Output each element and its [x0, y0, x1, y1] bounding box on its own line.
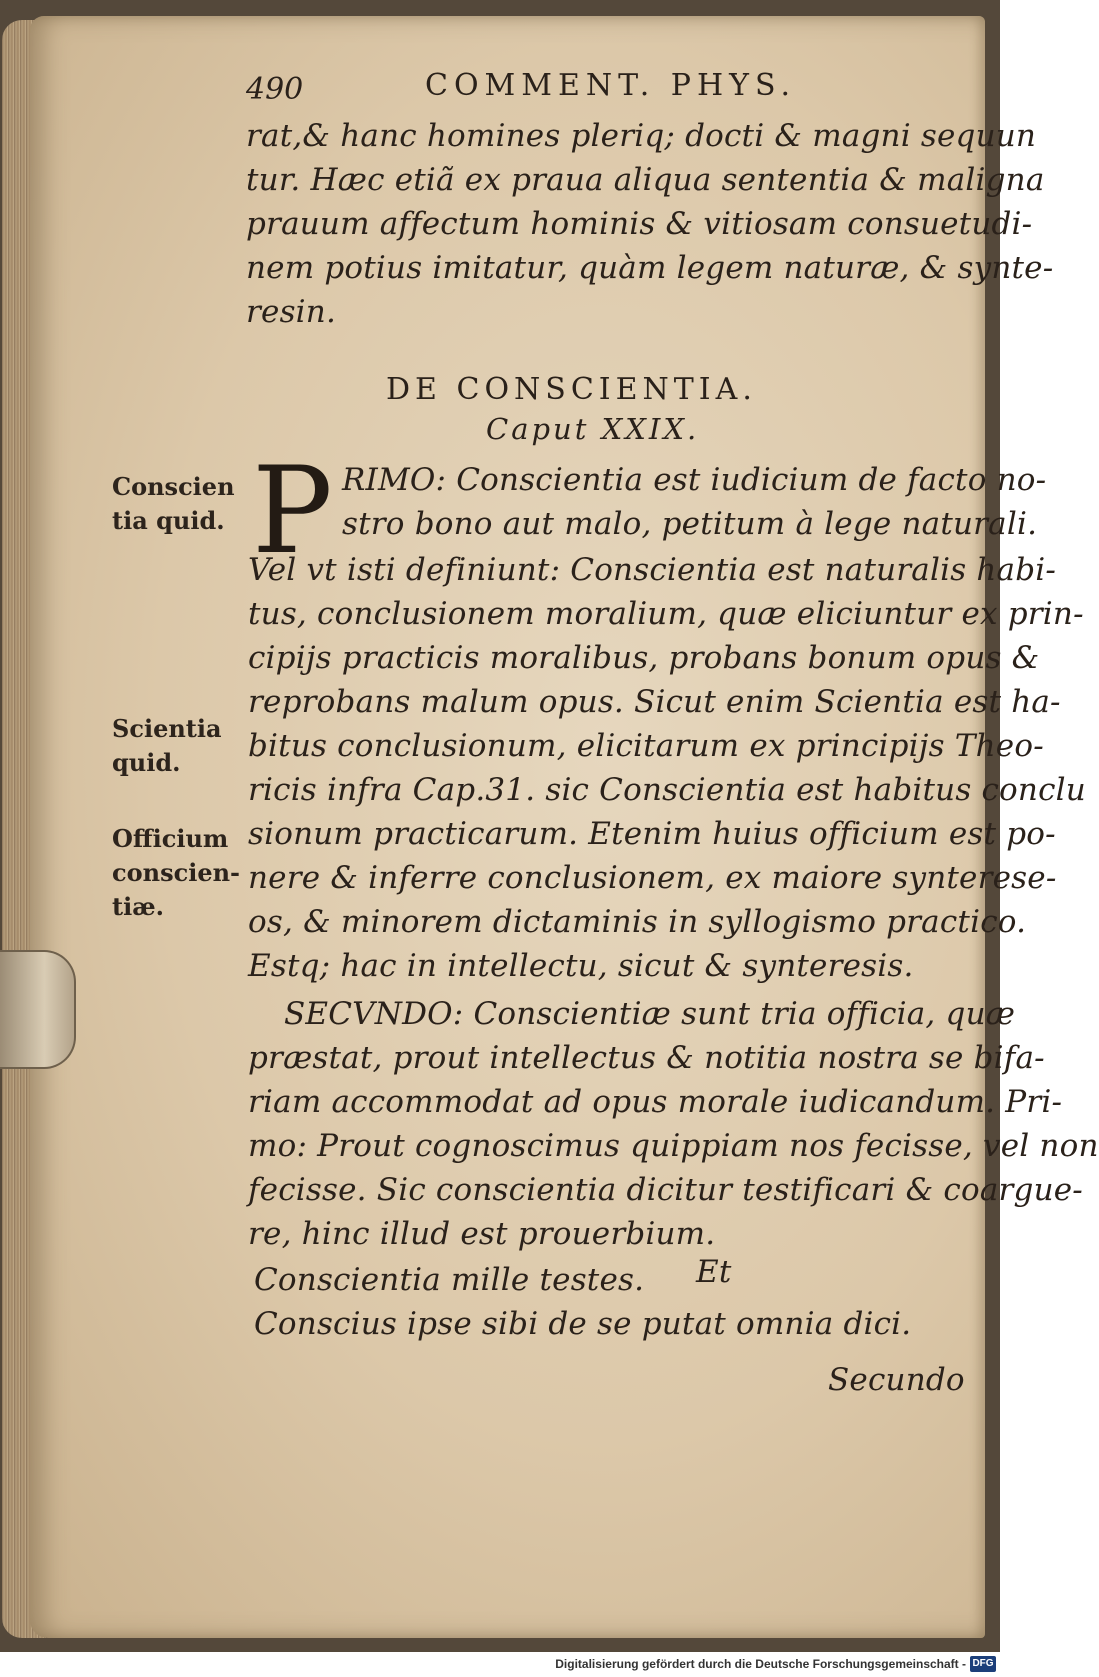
quote-et: Et — [696, 1254, 732, 1290]
text-line: cipijs practicis moralibus, probans bonum opus & — [248, 640, 1040, 676]
text-line: tus, conclusionem moralium, quæ eliciuntur ex prin- — [248, 596, 1084, 632]
text-line: resin. — [246, 294, 337, 330]
text-line: mo: Prout cognoscimus quippiam nos fecisse, vel non — [248, 1128, 1099, 1164]
text-line: nem potius imitatur, quàm legem naturæ, & synte- — [246, 250, 1054, 286]
text-line: nere & inferre conclusionem, ex maiore synterese- — [248, 860, 1057, 896]
text-line: SECVNDO: Conscientiæ sunt tria officia, quæ — [284, 996, 1016, 1032]
text-line: tur. Hæc etiã ex praua aliqua sententia & maligna — [246, 162, 1045, 198]
text-line: Estq; hac in intellectu, sicut & synteresis. — [248, 948, 914, 984]
text-line: bitus conclusionum, elicitarum ex principijs Theo- — [248, 728, 1044, 764]
text-line: rat,& hanc homines pleriq; docti & magni sequun — [246, 118, 1037, 154]
text-line: fecisse. Sic conscientia dicitur testificari & coargue- — [248, 1172, 1083, 1208]
margin-note: Officium conscien- tiæ. — [112, 824, 240, 921]
quote-line: Conscientia mille testes. — [254, 1262, 645, 1298]
footer-bar — [0, 1652, 1000, 1677]
text-line: RIMO: Conscientia est iudicium de facto no- — [342, 462, 1047, 498]
text-line: ricis infra Cap.31. sic Conscientia est habitus conclu — [248, 772, 1086, 808]
margin-note: Scientia quid. — [112, 714, 222, 777]
text-line: præstat, prout intellectus & notitia nostra se bifa- — [248, 1040, 1045, 1076]
text-line: prauum affectum hominis & vitiosam consuetudi- — [246, 206, 1033, 242]
catchword: Secundo — [828, 1362, 965, 1398]
text-line: reprobans malum opus. Sicut enim Scientia est ha- — [248, 684, 1061, 720]
text-line: riam accommodat ad opus morale iudicandum. Pri- — [248, 1084, 1063, 1120]
text-line: Vel vt isti definiunt: Conscientia est naturalis habi- — [248, 552, 1057, 588]
chapter-subtitle: Caput XXIX. — [486, 412, 700, 446]
page-number: 490 — [246, 72, 304, 107]
text-line: os, & minorem dictaminis in syllogismo practico. — [248, 904, 1027, 940]
text-line: re, hinc illud est prouerbium. — [248, 1216, 716, 1252]
running-title: COMMENT. PHYS. — [425, 68, 796, 103]
book-clasp — [0, 950, 76, 1069]
chapter-title: DE CONSCIENTIA. — [386, 372, 757, 407]
dfg-logo: DFG — [970, 1656, 996, 1672]
text-line: stro bono aut malo, petitum à lege naturali. — [342, 506, 1038, 542]
quote-line: Conscius ipse sibi de se putat omnia dici. — [254, 1306, 912, 1342]
footer-credit: Digitalisierung gefördert durch die Deutsche Forschungsgemeinschaft - — [555, 1657, 966, 1671]
drop-cap: P — [252, 442, 333, 581]
margin-note: Conscien tia quid. — [112, 472, 235, 535]
text-line: sionum practicarum. Etenim huius officium est po- — [248, 816, 1056, 852]
